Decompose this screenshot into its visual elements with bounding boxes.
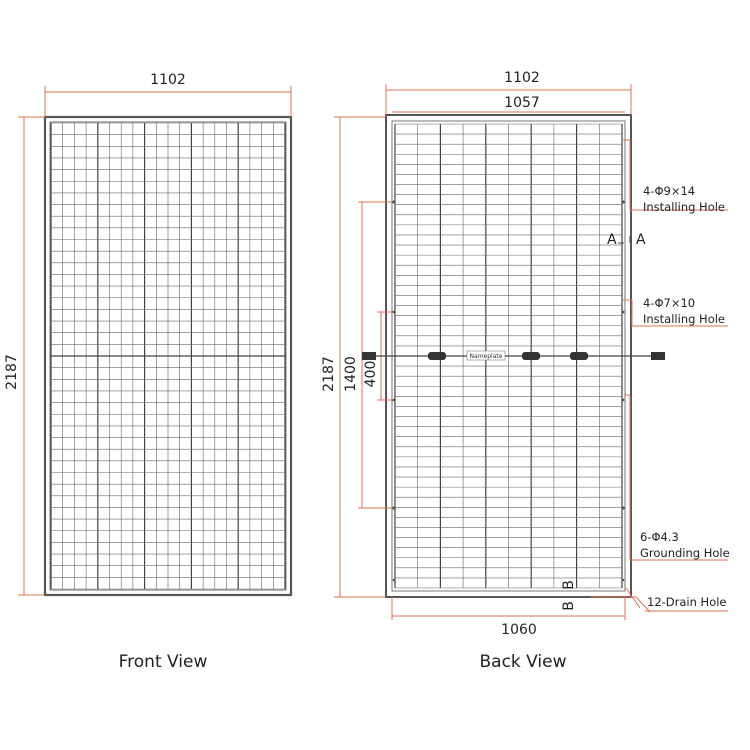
back-inner-width-label: 1057	[504, 95, 540, 111]
connector-right	[651, 352, 665, 360]
front-cell-grid	[51, 123, 285, 589]
callout-4-line1: 12-Drain Hole	[647, 595, 727, 609]
nameplate-text: Nameplate	[469, 353, 503, 360]
back-height-label: 2187	[321, 356, 337, 392]
junction-box-1	[428, 352, 446, 360]
section-b-top: B	[561, 580, 577, 590]
callout-4-leader-a	[590, 597, 650, 612]
callout-2-line2: Installing Hole	[643, 312, 726, 326]
front-height-label: 2187	[4, 354, 20, 390]
front-width-label: 1102	[150, 72, 186, 88]
junction-box-2	[522, 352, 540, 360]
callout-1-line1: 4-Φ9×14	[643, 184, 696, 198]
front-view	[4, 72, 291, 672]
junction-box-3	[570, 352, 588, 360]
back-caption: Back View	[479, 652, 567, 672]
callout-1-line2: Installing Hole	[643, 200, 726, 214]
back-install2-label: 400	[363, 360, 379, 388]
front-caption: Front View	[118, 652, 208, 672]
back-bottom-width-label: 1060	[501, 622, 537, 638]
back-install-spacing-label: 1400	[343, 356, 359, 392]
connector-left	[362, 352, 376, 360]
section-b-bottom: B	[561, 601, 577, 611]
callout-2-line1: 4-Φ7×10	[643, 296, 696, 310]
section-a-left: A	[607, 232, 617, 248]
section-a-right: A	[636, 232, 646, 248]
callout-3-line2: Grounding Hole	[640, 546, 730, 560]
back-view	[321, 70, 730, 672]
callout-3-line1: 6-Φ4.3	[640, 530, 679, 544]
back-outer-width-label: 1102	[504, 70, 540, 86]
